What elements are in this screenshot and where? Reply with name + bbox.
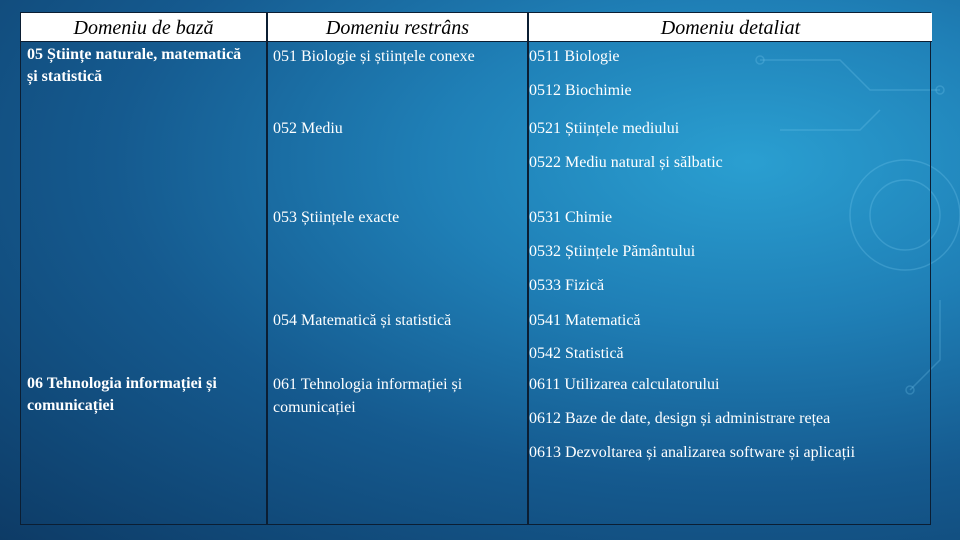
detailed-domain-0541: 0541 Matematică xyxy=(529,312,641,329)
detailed-domain-0522: 0522 Mediu natural și sălbatic xyxy=(529,154,723,171)
detailed-domain-0613: 0613 Dezvoltarea și analizarea software și aplicații xyxy=(529,444,856,461)
detailed-domain-0533: 0533 Fizică xyxy=(529,277,605,294)
domains-table xyxy=(20,12,931,525)
column-divider xyxy=(266,13,268,524)
restricted-domain-051: 051 Biologie și științele conexe xyxy=(273,48,475,65)
restricted-domain-054: 054 Matematică și statistică xyxy=(273,312,452,329)
header-detailed-domain: Domeniu detaliat xyxy=(529,13,932,42)
detailed-domain-0531: 0531 Chimie xyxy=(529,209,613,226)
detailed-domain-0512: 0512 Biochimie xyxy=(529,82,632,99)
restricted-domain-061: 061 Tehnologia informației și comunicației xyxy=(273,376,463,416)
header-base-domain: Domeniu de bază xyxy=(21,13,266,42)
detailed-domain-0542: 0542 Statistică xyxy=(529,345,624,362)
detailed-domain-0612: 0612 Baze de date, design și administrare rețea xyxy=(529,410,831,427)
detailed-domain-0611: 0611 Utilizarea calculatorului xyxy=(529,376,720,393)
base-domain-06: 06 Tehnologia informației și comunicației xyxy=(27,375,217,414)
header-restricted-domain: Domeniu restrâns xyxy=(268,13,527,42)
detailed-domain-0521: 0521 Științele mediului xyxy=(529,120,680,137)
restricted-domain-053: 053 Științele exacte xyxy=(273,209,400,226)
base-domain-05: 05 Științe naturale, matematică și statistică xyxy=(27,46,242,85)
restricted-domain-052: 052 Mediu xyxy=(273,120,343,137)
detailed-domain-0532: 0532 Științele Pământului xyxy=(529,243,696,260)
detailed-domain-0511: 0511 Biologie xyxy=(529,48,620,65)
